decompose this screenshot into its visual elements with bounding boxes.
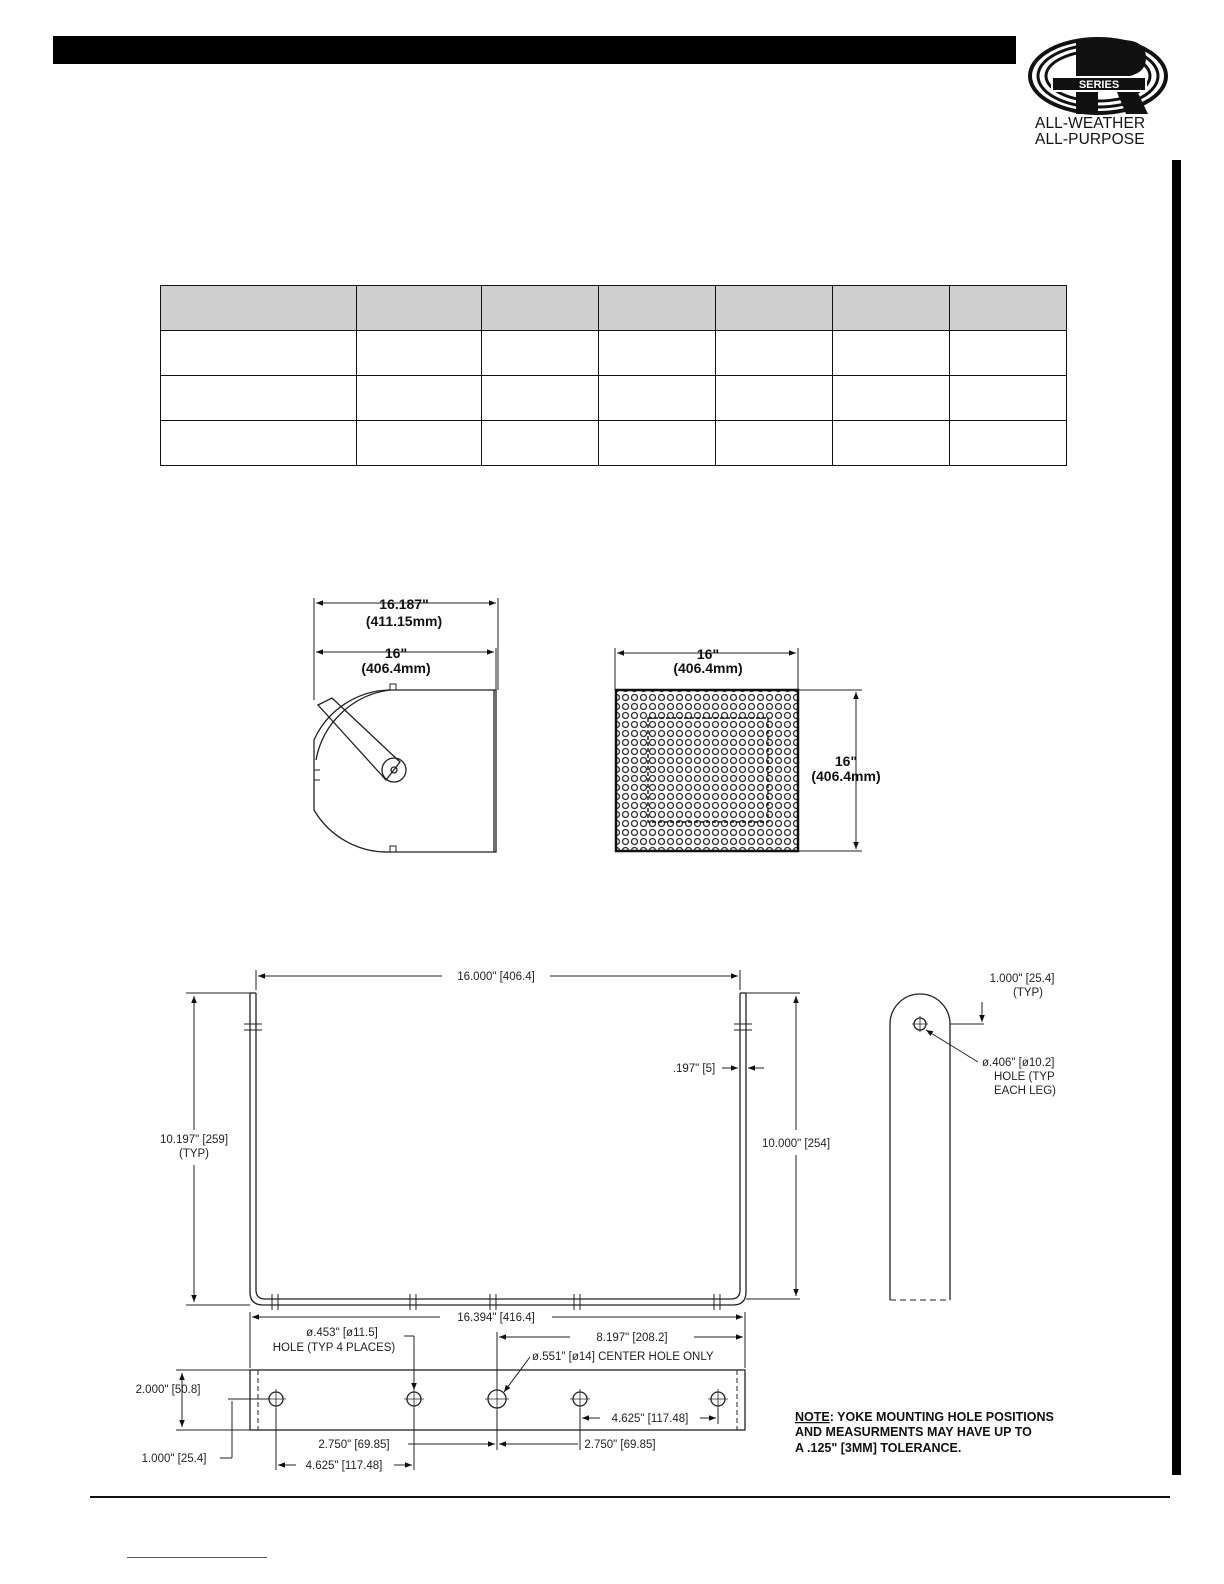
yoke-right-height: 10.000" [254]	[761, 1138, 831, 1150]
yoke-left-height-typ: (TYP)	[178, 1148, 210, 1160]
note-label: NOTE	[795, 1410, 830, 1424]
yoke-half-width: 8.197" [208.2]	[596, 1332, 668, 1344]
spacing-right-mid: 2.750" [69.85]	[584, 1439, 656, 1451]
speaker-side-view	[314, 598, 498, 852]
yoke-side-view	[890, 994, 984, 1300]
yoke-top-width: 16.000" [406.4]	[457, 971, 535, 983]
side-overall-width: 16.187"	[379, 596, 429, 612]
yoke-thickness: .197" [5]	[672, 1063, 716, 1075]
front-height-mm: (406.4mm)	[811, 768, 881, 784]
hole-label-2: HOLE (TYP 4 PLACES)	[272, 1342, 396, 1354]
side-hole-1: ø.406" [ø10.2]	[982, 1057, 1055, 1069]
side-radius-typ: (TYP)	[1012, 987, 1044, 999]
side-overall-width-mm: (411.15mm)	[365, 613, 443, 629]
spacing-right: 4.625" [117.48]	[611, 1413, 689, 1425]
flange-height: 2.000" [50.8]	[135, 1384, 201, 1396]
spacing-left-mid: 2.750" [69.85]	[318, 1439, 390, 1451]
hole-offset: 1.000" [25.4]	[141, 1453, 207, 1465]
center-hole-label: ø.551" [ø14] CENTER HOLE ONLY	[532, 1351, 714, 1363]
yoke-front-view	[186, 970, 800, 1310]
hole-label-1: ø.453" [ø11.5]	[306, 1327, 378, 1339]
yoke-left-height: 10.197" [259]	[159, 1134, 229, 1146]
side-body-width-mm: (406.4mm)	[361, 660, 431, 676]
front-width-mm: (406.4mm)	[673, 660, 743, 676]
front-width: 16"	[696, 646, 720, 662]
svg-text:NOTE: YOKE MOUNTING HOLE POSIT	[795, 1410, 1054, 1424]
tolerance-note	[795, 1410, 1054, 1455]
yoke-bottom-width: 16.394" [416.4]	[457, 1312, 535, 1324]
logo-line-2: ALL-PURPOSE	[1035, 131, 1145, 148]
side-view-labels	[361, 596, 442, 676]
speaker-front-view	[615, 648, 862, 851]
side-radius: 1.000" [25.4]	[989, 973, 1055, 985]
logo-line-1: ALL-WEATHER	[1035, 115, 1146, 132]
note-line-1: : YOKE MOUNTING HOLE POSITIONS	[829, 1410, 1054, 1424]
note-line-2: AND MEASURMENTS MAY HAVE UP TO	[795, 1425, 1032, 1439]
yoke-labels	[136, 971, 1057, 1472]
logo-badge-text: SERIES	[1078, 79, 1120, 91]
side-hole-2: HOLE (TYP	[994, 1071, 1055, 1083]
front-height: 16"	[834, 753, 858, 769]
side-hole-3: EACH LEG)	[994, 1085, 1056, 1097]
side-body-width: 16"	[384, 645, 408, 661]
note-line-3: A .125" [3MM] TOLERANCE.	[795, 1441, 962, 1455]
spacing-left: 4.625" [117.48]	[305, 1460, 383, 1472]
